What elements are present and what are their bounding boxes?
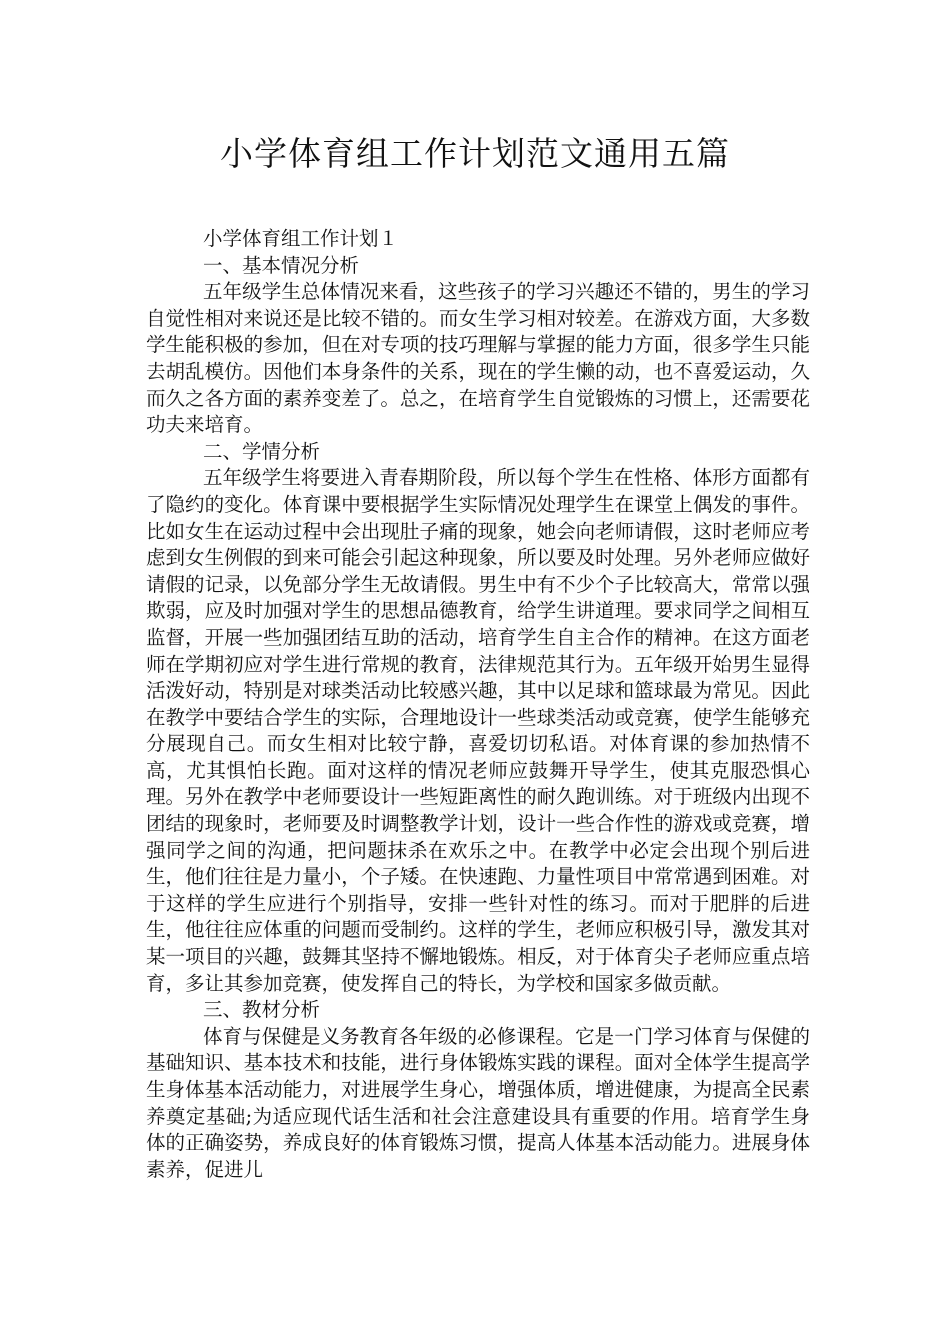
document-body — [146, 226, 810, 1183]
section-heading-basic-situation: 一、基本情况分析 — [203, 253, 360, 277]
section-heading-student-analysis: 二、学情分析 — [203, 439, 321, 463]
section-heading-textbook-analysis: 三、教材分析 — [203, 998, 321, 1022]
document-title: 小学体育组工作计划范文通用五篇 — [220, 134, 730, 173]
paragraph-textbook-analysis: 体育与保健是义务教育各年级的必修课程。它是一门学习体育与保健的基础知识、基本技术和技能，进行身体锻炼实践的课程。面对全体学生提高学生身体基本活动能力，对进展学生身心，增强体质，增进健康，为提高全民素养奠定基础;为适应现代话生活和社会注意建设具有重要的作用。培育学生身体的正确姿势，养成良好的体育锻炼习惯，提高人体基本活动能力。进展身体素养，促进儿 — [146, 1024, 810, 1181]
section-heading-plan-1: 小学体育组工作计划１ — [203, 227, 399, 250]
paragraph-student-analysis: 五年级学生将要进入青春期阶段，所以每个学生在性格、体形方面都有了隐约的变化。体育课中要根据学生实际情况处理学生在课堂上偶发的事件。比如女生在运动过程中会出现肚子痛的现象，她会向老师请假，这时老师应考虑到女生例假的到来可能会引起这种现象，所以要及时处理。另外老师应做好请假的记录，以免部分学生无故请假。男生中有不少个子比较高大，常常以强欺弱，应及时加强对学生的思想品德教育，给学生讲道理。要求同学之间相互监督，开展一些加强团结互助的活动，培育学生自主合作的精神。在这方面老师在学期初应对学生进行常规的教育，法律规范其行为。五年级开始男生显得活泼好动，特别是对球类活动比较感兴趣，其中以足球和篮球最为常见。因此在教学中要结合学生的实际，合理地设计一些球类活动或竞赛，使学生能够充分展现自己。而女生相对比较宁静，喜爱切切私语。对体育课的参加热情不高，尤其惧怕长跑。面对这样的情况老师应鼓舞开导学生，使其克服恐惧心理。另外在教学中老师要设计一些短距离性的耐久跑训练。对于班级内出现不团结的现象时，老师要及时调整教学计划，设计一些合作性的游戏或竞赛，增强同学之间的沟通，把问题抹杀在欢乐之中。在教学中必定会出现个别后进生，他们往往是力量小，个子矮。在快速跑、力量性项目中常常遇到困难。对于这样的学生应进行个别指导，安排一些针对性的练习。而对于肥胖的后进生，他往往应体重的问题而受制约。这样的学生，老师应积极引导，激发其对某一项目的兴趣，鼓舞其坚持不懈地锻炼。相反，对于体育尖子老师应重点培育，多让其参加竞赛，使发挥自己的特长，为学校和国家多做贡献。 — [146, 466, 810, 995]
paragraph-basic-situation: 五年级学生总体情况来看，这些孩子的学习兴趣还不错的，男生的学习自觉性相对来说还是比较不错的。而女生学习相对较差。在游戏方面，大多数学生能积极的参加，但在对专项的技巧理解与掌握的能力方面，很多学生只能去胡乱模仿。因他们本身条件的关系，现在的学生懒的动，也不喜爱运动，久而久之各方面的素养变差了。总之，在培育学生自觉锻炼的习惯上，还需要花功夫来培育。 — [146, 280, 810, 437]
